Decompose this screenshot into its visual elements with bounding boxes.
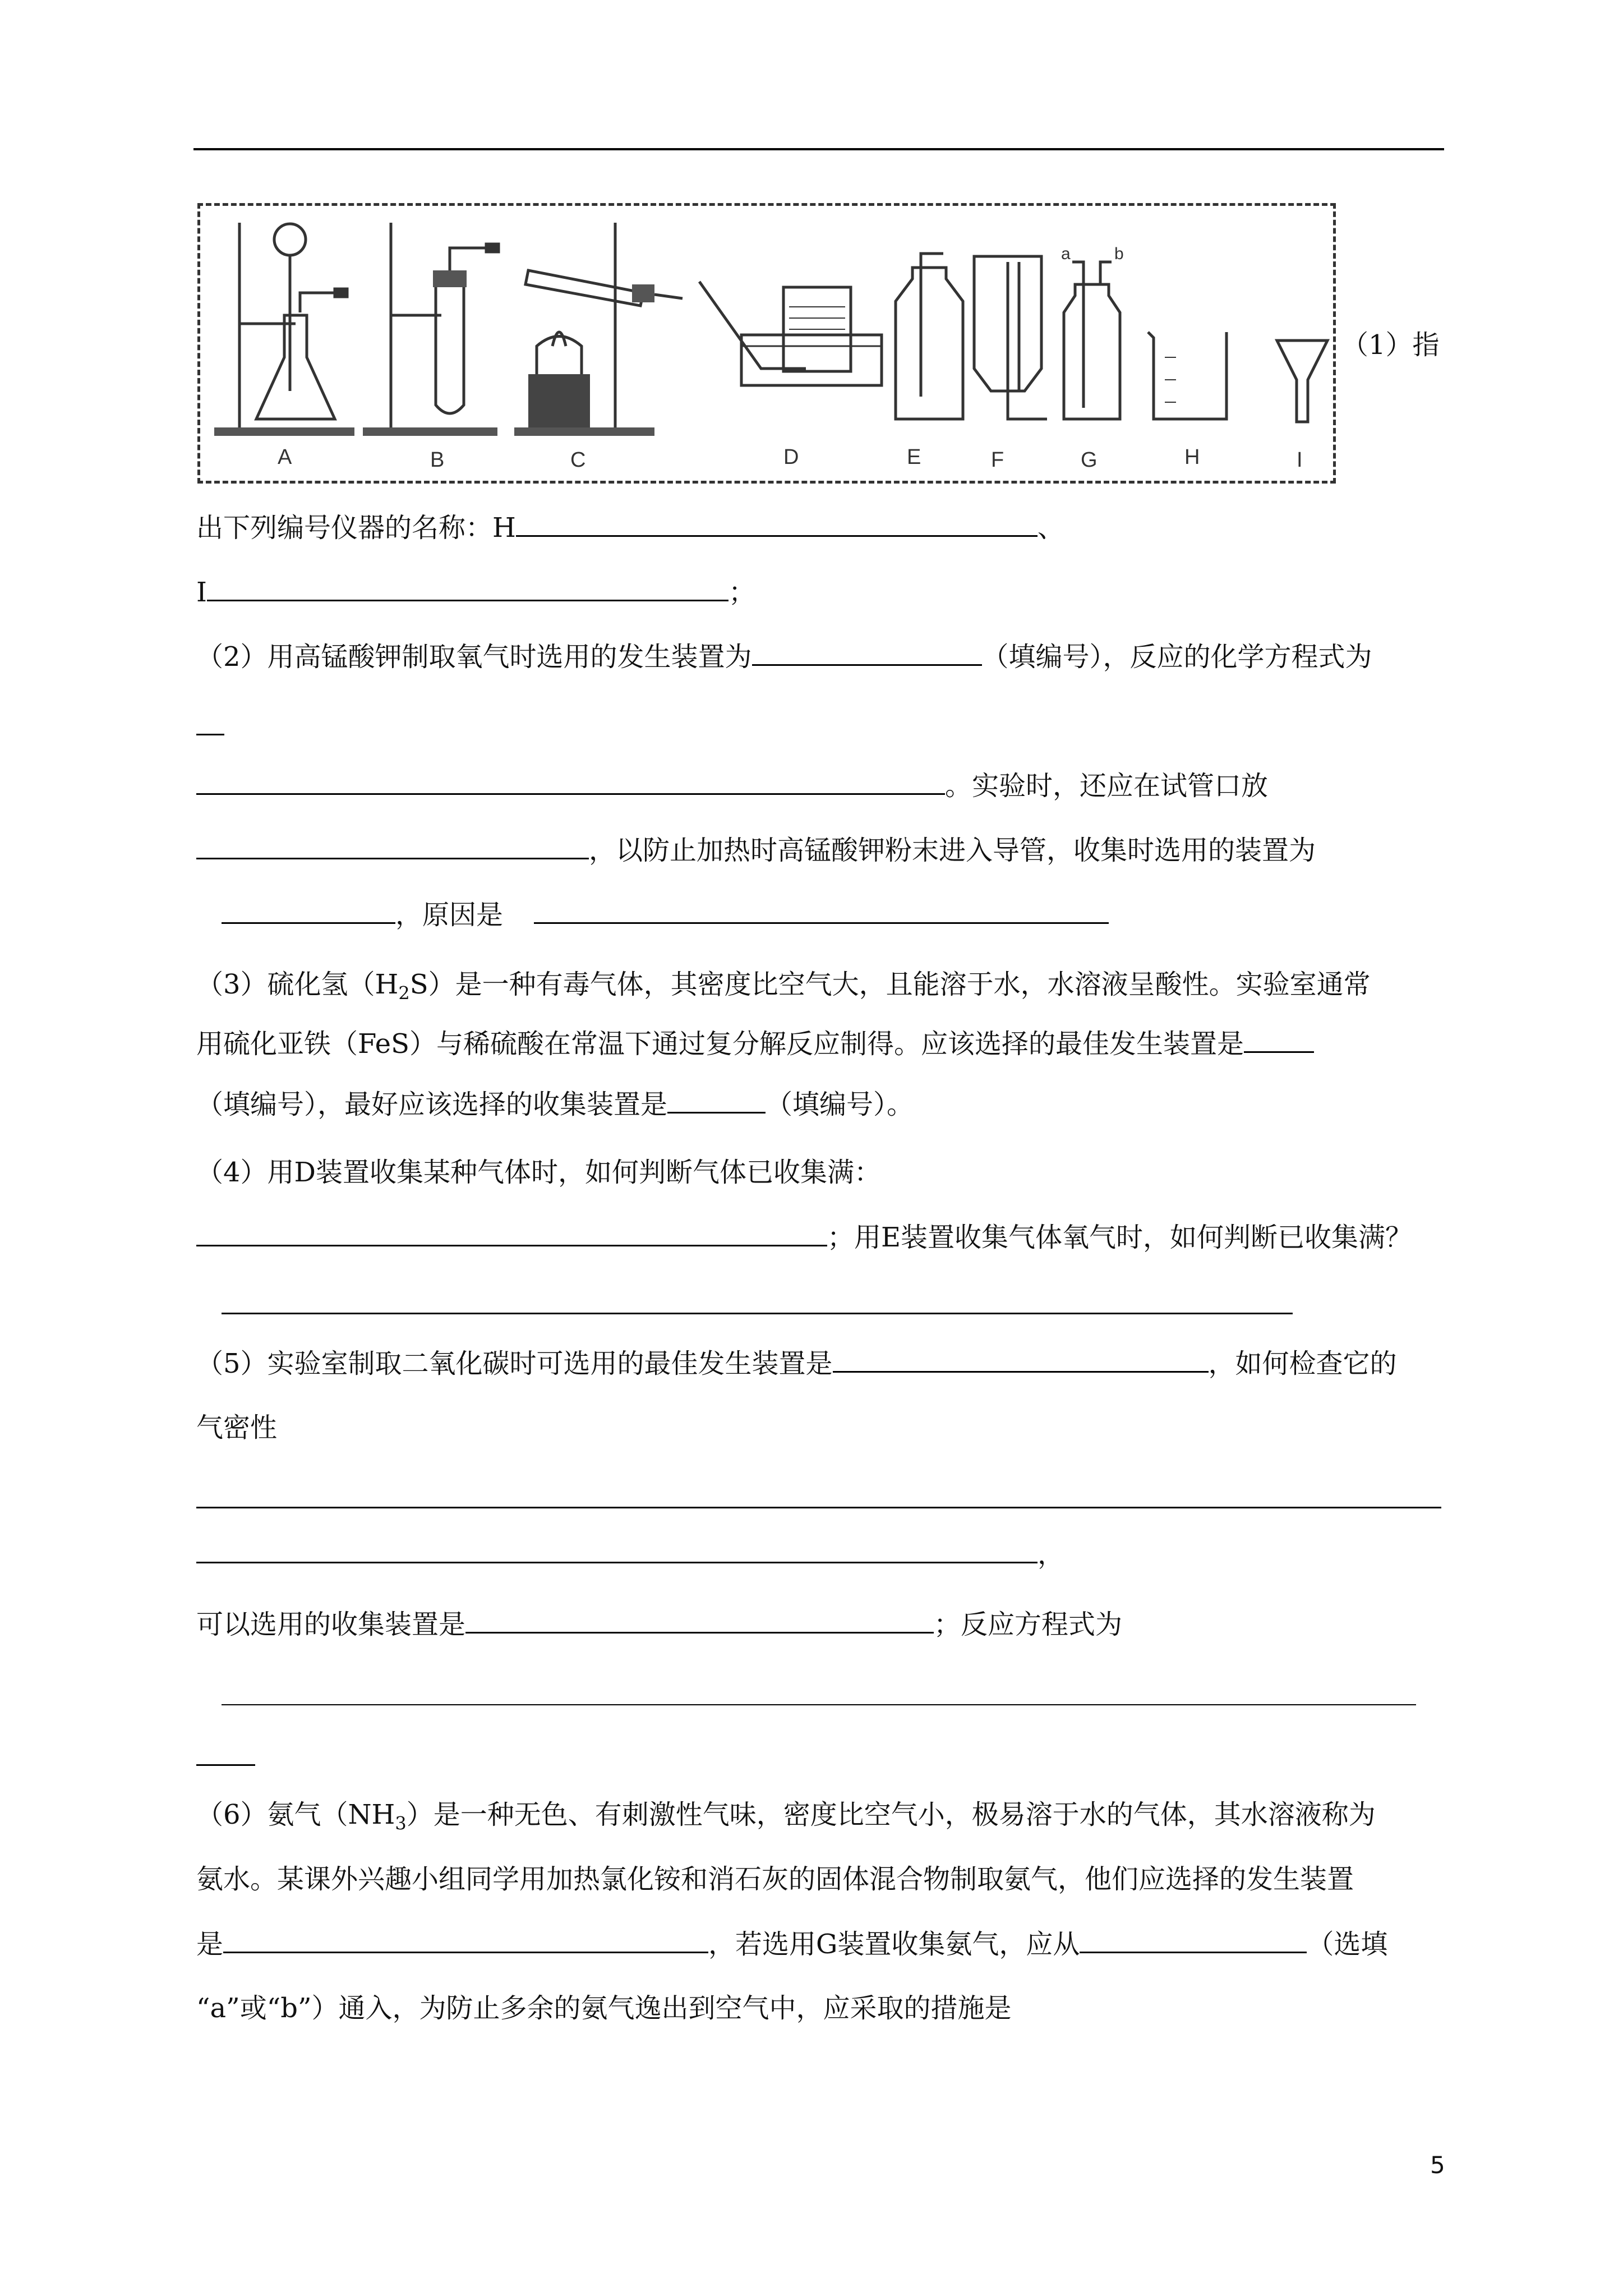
- q4-line2: [196, 1220, 1412, 1254]
- q6-line4: “a”或“b”）通入，为防止多余的氨气逸出到空气中，应采取的措施是: [196, 1993, 1012, 2024]
- label-g-b: b: [1114, 245, 1124, 263]
- q5-line1-prefix: （5）实验室制取二氧化碳时可选用的最佳发生装置是: [196, 1348, 833, 1379]
- q5-line5: [196, 1607, 1122, 1641]
- q3-line3-b: （填编号）。: [766, 1089, 914, 1120]
- blank-i-name[interactable]: [207, 575, 728, 601]
- q6-line3-c: （选填: [1307, 1929, 1388, 1960]
- q2-line1: [196, 639, 1372, 674]
- q5-line1: [196, 1346, 1397, 1381]
- q2-line2-suffix: 。实验时，还应在试管口放: [945, 770, 1269, 802]
- apparatus-b: [363, 223, 499, 436]
- blank-q2-tube-mouth[interactable]: [196, 833, 589, 859]
- label-i: I: [1297, 448, 1303, 472]
- label-d: D: [783, 445, 799, 469]
- q2-line3: [196, 833, 1316, 867]
- label-e: E: [907, 445, 921, 469]
- apparatus-a: [214, 223, 354, 436]
- blank-q5-airtight-1[interactable]: [196, 1507, 1441, 1508]
- q2-line1-suffix: （填编号），反应的化学方程式为: [981, 641, 1372, 673]
- blank-q4-e-full[interactable]: [222, 1313, 1293, 1314]
- blank-q5-collector[interactable]: [465, 1607, 934, 1634]
- apparatus-drawing: [200, 206, 1333, 481]
- q3-line1-sub: 2: [398, 982, 410, 1004]
- q1-tail: （1）指: [1341, 329, 1440, 361]
- q6-line2: 氨水。某课外兴趣小组同学用加热氯化铵和消石灰的固体混合物制取氨气，他们应选择的发生装置: [196, 1864, 1354, 1895]
- q1-line2-suffix: ；: [728, 577, 755, 608]
- apparatus-d: [699, 282, 882, 385]
- blank-q2-reason[interactable]: [534, 898, 1109, 924]
- q5-line5-suffix: ；反应方程式为: [934, 1609, 1123, 1640]
- blank-q5-airtight-2[interactable]: [196, 1537, 1038, 1563]
- q1-line1-suffix: 、: [1037, 512, 1064, 544]
- blank-q5-generator[interactable]: [833, 1346, 1209, 1373]
- q2-line3-suffix: ，以防止加热时高锰酸钾粉末进入导管，收集时选用的装置为: [589, 835, 1316, 866]
- apparatus-i: [1277, 341, 1327, 422]
- q6-line3: [196, 1927, 1387, 1961]
- q3-line2: [196, 1027, 1314, 1061]
- q3-line1-b: S）是一种有毒气体，其密度比空气大，且能溶于水，水溶液呈酸性。实验室通常: [409, 969, 1371, 1000]
- label-h: H: [1184, 445, 1200, 469]
- q4-line1: （4）用D装置收集某种气体时，如何判断气体已收集满：: [196, 1157, 882, 1188]
- q5-line1-suffix: ，如何检查它的: [1208, 1348, 1397, 1379]
- blank-q3-collector[interactable]: [667, 1087, 766, 1114]
- q1-line1-prefix: 出下列编号仪器的名称：H: [196, 512, 516, 544]
- q3-line3: [196, 1087, 914, 1121]
- apparatus-figure: [197, 203, 1336, 484]
- q3-line1: [196, 968, 1371, 1010]
- q2-line4: [222, 898, 1109, 932]
- q6-line3-a: 是: [196, 1929, 224, 1960]
- label-c: C: [570, 448, 586, 472]
- q3-line1-a: （3）硫化氢（H: [196, 969, 399, 1000]
- apparatus-e: [896, 254, 963, 419]
- q2-line2: [196, 769, 1268, 803]
- apparatus-g: [1064, 262, 1120, 419]
- q2-line4-mid: ，原因是: [395, 899, 504, 931]
- q1-line2: [196, 575, 755, 609]
- q5-line4-suffix: ，: [1038, 1539, 1065, 1570]
- q6-line1-a: （6）氨气（NH: [196, 1799, 395, 1830]
- blank-q4-d-full[interactable]: [196, 1220, 827, 1246]
- blank-q6-inlet[interactable]: [1080, 1927, 1307, 1953]
- blank-q5-equation[interactable]: [222, 1704, 1416, 1705]
- header-rule: [193, 148, 1444, 150]
- page-number: 5: [1430, 2151, 1445, 2179]
- q1-line2-prefix: I: [196, 577, 207, 608]
- blank-h-name[interactable]: [516, 510, 1038, 537]
- q5-line2: 气密性: [196, 1412, 278, 1443]
- label-b: B: [430, 448, 445, 472]
- q6-line1: [196, 1798, 1376, 1841]
- q5-line5-prefix: 可以选用的收集装置是: [196, 1609, 466, 1640]
- q2-short-rule: [196, 734, 224, 735]
- q1-line1: [196, 510, 1064, 545]
- q2-line1-prefix: （2）用高锰酸钾制取氧气时选用的发生装置为: [196, 641, 752, 673]
- blank-q6-generator[interactable]: [223, 1927, 708, 1953]
- q6-line1-sub: 3: [395, 1812, 407, 1834]
- blank-q2-collector[interactable]: [222, 898, 395, 924]
- q5-line4: [196, 1537, 1064, 1571]
- label-g: G: [1081, 448, 1098, 472]
- apparatus-h: [1148, 332, 1227, 419]
- apparatus-c: [514, 223, 683, 436]
- label-f: F: [991, 448, 1004, 472]
- blank-q3-generator[interactable]: [1244, 1027, 1314, 1053]
- q6-line3-b: ，若选用G装置收集氨气，应从: [708, 1929, 1080, 1960]
- apparatus-f: [974, 256, 1047, 419]
- q3-line2-text: 用硫化亚铁（FeS）与稀硫酸在常温下通过复分解反应制得。应该选择的最佳发生装置是: [196, 1028, 1244, 1060]
- blank-q2-generator[interactable]: [752, 639, 982, 666]
- q4-line2-suffix: ；用E装置收集气体氧气时，如何判断已收集满？: [827, 1222, 1413, 1253]
- q6-line1-b: ）是一种无色、有刺激性气味，密度比空气小，极易溶于水的气体，其水溶液称为: [406, 1799, 1376, 1830]
- q3-line3-a: （填编号），最好应该选择的收集装置是: [196, 1089, 668, 1120]
- label-a: A: [278, 445, 292, 469]
- blank-q2-equation[interactable]: [196, 769, 945, 795]
- label-g-a: a: [1061, 245, 1071, 263]
- q5-short-rule: [196, 1764, 255, 1766]
